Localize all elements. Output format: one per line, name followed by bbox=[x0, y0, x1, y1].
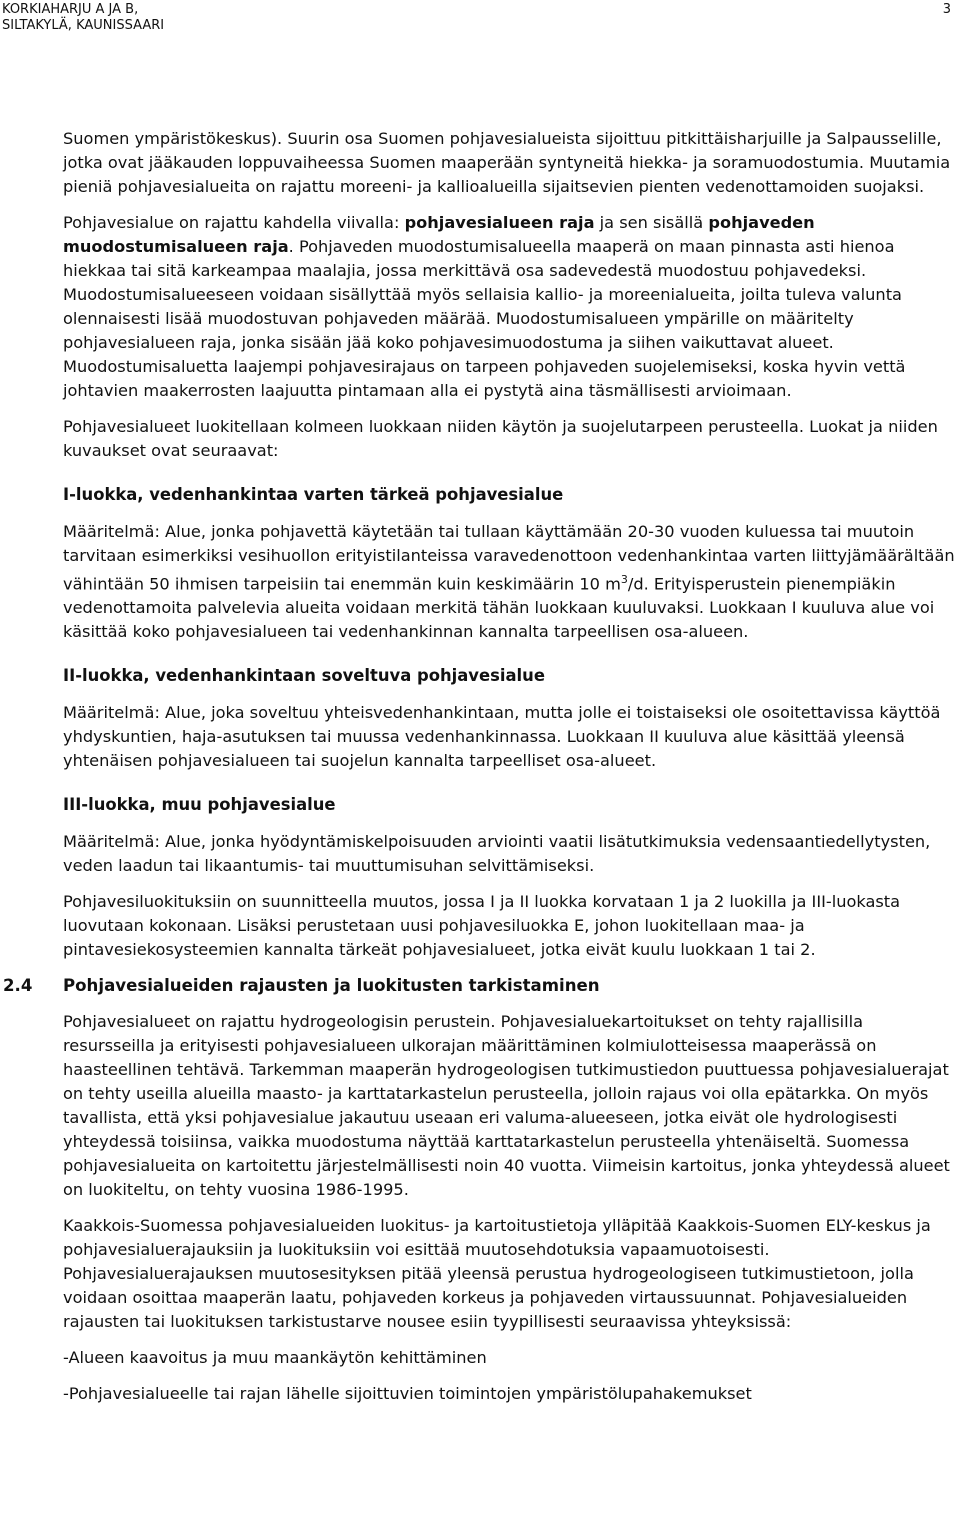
section-title: Pohjavesialueiden rajausten ja luokitusten tarkistaminen bbox=[63, 976, 600, 996]
page-number: 3 bbox=[942, 2, 951, 17]
class-3-definition: Määritelmä: Alue, jonka hyödyntämiskelpoisuuden arviointi vaatii lisätutkimuksia vedensaantiedellytysten, veden laadun tai likaantumis- tai muuttumisuhan selvittämiseksi. bbox=[63, 832, 931, 876]
report-title-line-1: KORKIAHARJU A JA B, bbox=[2, 2, 139, 17]
report-title bbox=[2, 2, 164, 34]
report-title-line-2: SILTAKYLÄ, KAUNISSAARI bbox=[2, 18, 165, 33]
paragraph-groundwater-areas: Suomen ympäristökeskus). Suurin osa Suomen pohjavesialueista sijoittuu pitkittäisharjuille ja Salpausselille, jotka ovat jääkauden loppuvaiheessa Suomen maaperään syntyneitä hiekka- ja soramuodostumia. Muutamia pieniä pohjavesialueita on rajattu moreeni- ja kallioalueilla sijaitsevien pienten vedenottamoiden suojaksi. bbox=[63, 129, 951, 196]
paragraph-area-boundaries: Pohjavesialue on rajattu kahdella viivalla: pohjavesialueen raja ja sen sisällä pohjaveden muodostumisalueen raja. Pohjaveden muodostumisalueella maaperä on maan pinnasta asti hienoa hiekkaa tai sitä karkeampaa maalajia, jossa merkittävä osa sadevedestä muodostuu pohjavedeksi. Muodostumisalueeseen voidaan sisällyttää myös sellaisia kallio- ja moreenialueita, joilta tuleva valunta olennaisesti lisää muodostuvan pohjaveden määrää. Muodostumisalueen ympärille on määritelty pohjavesialueen raja, jonka sisään jää koko pohjavesimuodostuma ja siihen vaikuttavat alueet. Muodostumisaluetta laajempi pohjavesirajaus on tarpeen pohjaveden suojelemiseksi, koska hyvin vettä johtavien maakerrosten laajuutta pintamaan alla ei pystytä aina täsmällisesti arvioimaan. bbox=[63, 213, 906, 400]
class-2-heading: II-luokka, vedenhankintaan soveltuva pohjavesialue bbox=[63, 666, 545, 686]
paragraph-hydrogeology: Pohjavesialueet on rajattu hydrogeologisin perustein. Pohjavesialuekartoitukset on tehty rajallisilla resursseilla ja erityisesti pohjavesialueen ulkorajan määrittäminen kolmiulotteisessa maaperässä on haasteellinen tehtävä. Tarkemman maaperän hydrogeologisen tutkimustiedon puuttuessa pohjavesialuerajat on tehty useilla alueilla maasto- ja karttatarkastelun perusteella, jolloin rajaus voi olla epätarkka. On myös tavallista, että yksi pohjavesialue jakautuu useaan eri valuma-alueeseen, jotka eivät ole hydrologisesti yhteydessä toisiinsa, vaikka muodostuma näyttää karttatarkastelun perusteella yhtenäiseltä. Suomessa pohjavesialueita on kartoitettu järjestelmällisesti noin 40 vuotta. Viimeisin kartoitus, jonka yhteydessä alueet on luokiteltu, on tehty vuosina 1986-1995. bbox=[63, 1012, 950, 1200]
term-groundwater-area-boundary: pohjavesialueen raja bbox=[404, 213, 595, 232]
paragraph-classification-change: Pohjavesiluokituksiin on suunnitteella muutos, jossa I ja II luokka korvataan 1 ja 2 luokilla ja III-luokasta luovutaan kokonaan. Lisäksi perustetaan uusi pohjavesiluokka E, johon luokitellaan maa- ja pintavesiekosysteemien kannalta tärkeät pohjavesialueet, jotka eivät kuulu luokkaan 1 tai 2. bbox=[63, 892, 901, 960]
class-1-definition: Määritelmä: Alue, jonka pohjavettä käytetään tai tullaan käyttämään 20-30 vuoden kuluessa tai muutoin tarvitaan esimerkiksi vesihuollon erityistilanteissa varavedenottoon vedenhankintaa varten liittyjämäärältään vähintään 50 ihmisen tarpeisiin tai enemmän kuin keskimäärin 10 $m^3/d$. Erityisperustein pienempiäkin vedenottamoita palvelevia alueita voidaan merkitä tähän luokkaan kuuluvaksi. Luokkaan I kuuluva alue voi käsittää koko pohjavesialueen tai vedenhankinnan kannalta tarpeellisen osa-alueen. bbox=[63, 522, 955, 642]
paragraph-classification-intro: Pohjavesialueet luokitellaan kolmeen luokkaan niiden käytön ja suojelutarpeen perusteella. Luokat ja niiden kuvaukset ovat seuraavat: bbox=[63, 417, 938, 460]
term-formation-area-boundary: pohjaveden muodostumisalueen raja bbox=[63, 213, 815, 256]
list-item: -Alueen kaavoitus ja muu maankäytön kehittäminen bbox=[63, 1348, 487, 1368]
paragraph-ely-centre: Kaakkois-Suomessa pohjavesialueiden luokitus- ja kartoitustietoja ylläpitää Kaakkois-Suomen ELY-keskus ja pohjavesialuerajauksiin ja luokituksiin voi esittää muutosehdotuksia vapaamuotoisesti. Pohjavesialuerajauksen muutosesityksen pitää yleensä perustua hydrogeologiseen tutkimustietoon, jolla voidaan osoittaa maaperän laatu, pohjaveden korkeus ja pohjaveden virtaussuunnat. Pohjavesialueiden rajausten tai luokituksen tarkistustarve nousee esiin tyypillisesti seuraavissa yhteyksissä: bbox=[63, 1216, 931, 1332]
class-3-heading: III-luokka, muu pohjavesialue bbox=[63, 795, 336, 815]
class-2-definition: Määritelmä: Alue, joka soveltuu yhteisvedenhankintaan, mutta jolle ei toistaiseksi ole osoitettavissa käyttöä yhdyskuntien, haja-asutuksen tai muussa vedenhankinnassa. Luokkaan II kuuluva alue käsittää yleensä yhtenäisen pohjavesialueen tai suojelun kannalta tarpeelliset osa-alueet. bbox=[63, 703, 941, 771]
list-item: -Pohjavesialueelle tai rajan lähelle sijoittuvien toimintojen ympäristölupahakemukset bbox=[63, 1384, 752, 1404]
document-body bbox=[3, 127, 956, 1418]
section-heading bbox=[3, 974, 956, 998]
section-number: 2.4 bbox=[3, 976, 33, 996]
class-1-heading: I-luokka, vedenhankintaa varten tärkeä pohjavesialue bbox=[63, 485, 564, 504]
